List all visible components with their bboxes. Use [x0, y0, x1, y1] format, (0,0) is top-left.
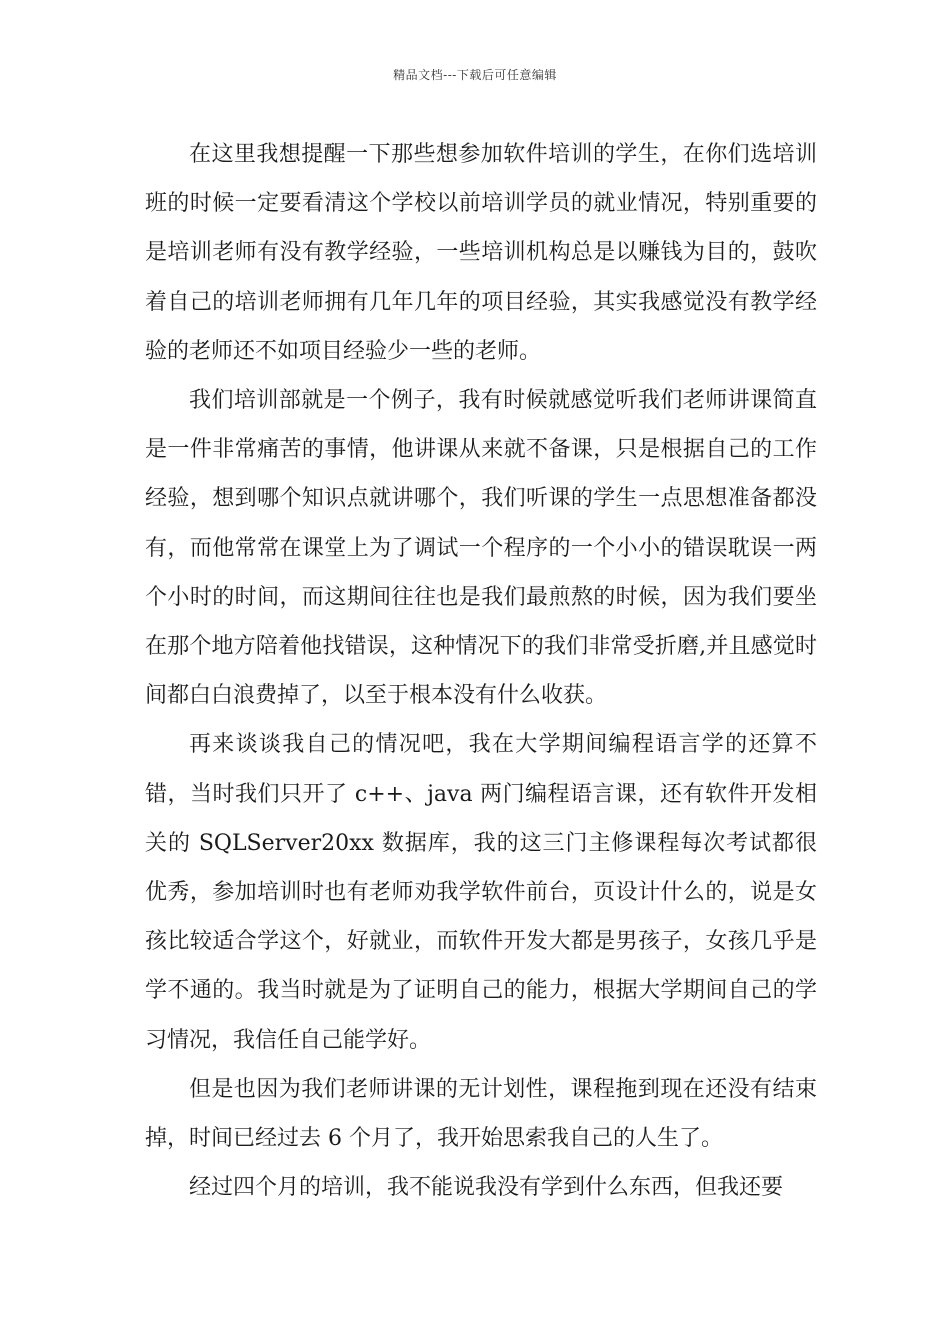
paragraph-5: 经过四个月的培训，我不能说我没有学到什么东西，但我还要 [189, 1175, 784, 1201]
paragraph-4: 但是也因为我们老师讲课的无计划性，课程拖到现在还没有结束掉，时间已经过去 6 个月了，我开始思索我自己的人生了。 [145, 1076, 817, 1152]
paragraph-2: 我们培训部就是一个例子，我有时候就感觉听我们老师讲课简直是一件非常痛苦的事情，他讲课从来就不备课，只是根据自己的工作经验，想到哪个知识点就讲哪个，我们听课的学生一点思想准备都没有，而他常常在课堂上为了调试一个程序的一个小小的错误耽误一两个小时的时间，而这期间往往也是我们最煎熬的时候，因为我们要坐在那个地方陪着他找错误，这种情况下的我们非常受折磨,并且感觉时间都白白浪费掉了，以至于根本没有什么收获。 [145, 388, 817, 709]
document-body [145, 130, 817, 1212]
paragraph-3: 再来谈谈我自己的情况吧，我在大学期间编程语言学的还算不错，当时我们只开了 c++、java 两门编程语言课，还有软件开发相关的 SQLServer20xx 数据库，我的这三门主修课程每次考试都很优秀，参加培训时也有老师劝我学软件前台，页设计什么的，说是女孩比较适合学这个，好就业，而软件开发大都是男孩子，女孩几乎是学不通的。我当时就是为了证明自己的能力，根据大学期间自己的学习情况，我信任自己能学好。 [145, 732, 817, 1053]
paragraph-1: 在这里我想提醒一下那些想参加软件培训的学生，在你们选培训班的时候一定要看清这个学校以前培训学员的就业情况，特别重要的是培训老师有没有教学经验，一些培训机构总是以赚钱为目的，鼓吹着自己的培训老师拥有几年几年的项目经验，其实我感觉没有教学经验的老师还不如项目经验少一些的老师。 [145, 142, 817, 364]
page-header: 精品文档---下载后可任意编辑 [393, 68, 557, 82]
